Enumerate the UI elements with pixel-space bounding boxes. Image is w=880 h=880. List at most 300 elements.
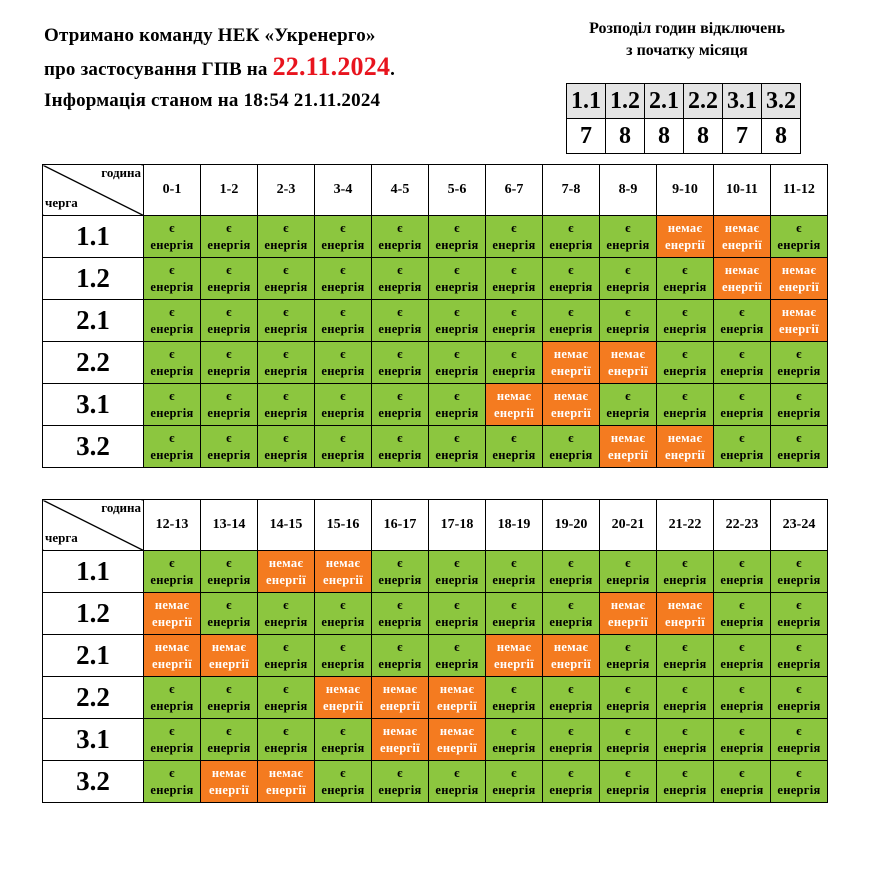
status-line-1: немає <box>496 639 532 654</box>
status-line-2: енергія <box>663 782 707 797</box>
power-on-cell <box>429 258 486 300</box>
status-line-2: енергії <box>266 572 306 587</box>
power-on-cell <box>201 551 258 593</box>
summary-queue-cell: 3.1 <box>723 84 762 119</box>
power-off-cell <box>201 761 258 803</box>
status-line-2: енергії <box>722 279 762 294</box>
power-off-cell <box>600 342 657 384</box>
summary-table <box>566 83 801 154</box>
status-line-2: енергія <box>663 656 707 671</box>
queue-label: 3.1 <box>43 719 144 761</box>
power-on-cell <box>657 300 714 342</box>
power-on-cell <box>771 593 828 635</box>
status-line-2: енергія <box>378 572 422 587</box>
status-line-1: є <box>739 681 745 696</box>
status-line-1: є <box>625 765 631 780</box>
status-line-2: енергії <box>665 614 705 629</box>
status-line-2: енергія <box>663 363 707 378</box>
power-on-cell <box>429 342 486 384</box>
status-line-1: є <box>283 723 289 738</box>
power-on-cell <box>429 761 486 803</box>
status-line-1: є <box>682 346 688 361</box>
status-line-1: є <box>625 304 631 319</box>
status-line-1: є <box>169 681 175 696</box>
power-on-cell <box>315 426 372 468</box>
queue-label: 1.2 <box>43 593 144 635</box>
status-line-2: енергія <box>777 698 821 713</box>
power-on-cell <box>771 342 828 384</box>
status-line-1: є <box>283 346 289 361</box>
status-line-2: енергія <box>435 656 479 671</box>
status-line-1: є <box>796 555 802 570</box>
hour-header-cell: 9-10 <box>657 165 714 216</box>
status-line-2: енергія <box>264 698 308 713</box>
status-line-2: енергія <box>606 405 650 420</box>
status-line-2: енергія <box>207 740 251 755</box>
status-line-1: є <box>397 597 403 612</box>
power-on-cell <box>429 593 486 635</box>
power-off-cell <box>372 719 429 761</box>
status-line-1: є <box>340 388 346 403</box>
status-line-1: є <box>568 430 574 445</box>
power-on-cell <box>372 258 429 300</box>
status-line-1: немає <box>724 262 760 277</box>
status-line-2: енергія <box>777 782 821 797</box>
status-line-2: енергія <box>207 614 251 629</box>
power-on-cell <box>600 216 657 258</box>
status-line-1: є <box>226 262 232 277</box>
power-on-cell <box>144 300 201 342</box>
power-on-cell <box>657 342 714 384</box>
power-on-cell <box>315 300 372 342</box>
status-line-2: енергії <box>494 656 534 671</box>
power-off-cell <box>771 258 828 300</box>
status-line-1: є <box>796 220 802 235</box>
status-line-1: є <box>796 597 802 612</box>
status-line-1: є <box>340 346 346 361</box>
power-on-cell <box>771 384 828 426</box>
status-line-2: енергія <box>321 237 365 252</box>
power-on-cell <box>657 635 714 677</box>
status-line-2: енергія <box>492 363 536 378</box>
status-line-2: енергія <box>378 363 422 378</box>
status-line-2: енергії <box>437 698 477 713</box>
hour-header-cell: 15-16 <box>315 500 372 551</box>
status-line-2: енергія <box>606 237 650 252</box>
power-on-cell <box>714 761 771 803</box>
queue-label: 2.2 <box>43 342 144 384</box>
power-on-cell <box>543 258 600 300</box>
status-line-1: є <box>226 346 232 361</box>
status-line-2: енергія <box>549 279 593 294</box>
status-line-1: є <box>454 765 460 780</box>
status-line-2: енергія <box>663 321 707 336</box>
status-line-2: енергія <box>378 405 422 420</box>
status-line-2: енергія <box>663 740 707 755</box>
status-line-1: є <box>625 220 631 235</box>
status-line-1: є <box>625 555 631 570</box>
summary-queue-cell: 1.1 <box>567 84 606 119</box>
status-line-2: енергії <box>152 656 192 671</box>
power-off-cell <box>657 216 714 258</box>
status-line-2: енергія <box>663 279 707 294</box>
power-on-cell <box>144 426 201 468</box>
summary-hours-cell: 8 <box>606 119 645 154</box>
status-line-2: енергії <box>266 782 306 797</box>
status-line-1: є <box>511 681 517 696</box>
power-on-cell <box>201 593 258 635</box>
status-line-2: енергія <box>150 572 194 587</box>
status-line-1: є <box>454 346 460 361</box>
hour-header-cell: 18-19 <box>486 500 543 551</box>
hour-header-cell: 21-22 <box>657 500 714 551</box>
queue-label: 1.2 <box>43 258 144 300</box>
status-line-2: енергія <box>207 237 251 252</box>
status-line-1: є <box>397 346 403 361</box>
power-on-cell <box>144 677 201 719</box>
status-line-2: енергія <box>720 614 764 629</box>
queue-row <box>43 761 828 803</box>
status-line-2: енергія <box>207 447 251 462</box>
power-on-cell <box>657 384 714 426</box>
status-line-1: є <box>682 555 688 570</box>
status-line-1: є <box>568 262 574 277</box>
status-line-1: є <box>397 262 403 277</box>
status-line-1: є <box>511 555 517 570</box>
power-on-cell <box>714 719 771 761</box>
status-line-1: є <box>340 430 346 445</box>
status-line-1: є <box>454 555 460 570</box>
status-line-2: енергія <box>378 279 422 294</box>
power-on-cell <box>657 677 714 719</box>
status-line-1: є <box>283 304 289 319</box>
power-on-cell <box>258 300 315 342</box>
power-on-cell <box>714 593 771 635</box>
hour-header-cell: 20-21 <box>600 500 657 551</box>
power-on-cell <box>201 216 258 258</box>
corner-label-queue: черга <box>45 195 78 210</box>
status-line-2: енергія <box>150 740 194 755</box>
queue-row <box>43 300 828 342</box>
status-line-2: енергія <box>435 321 479 336</box>
status-line-1: немає <box>325 681 361 696</box>
power-on-cell <box>315 719 372 761</box>
power-off-cell <box>258 551 315 593</box>
hour-header-cell: 11-12 <box>771 165 828 216</box>
power-on-cell <box>144 551 201 593</box>
status-line-2: енергія <box>321 405 365 420</box>
status-line-1: є <box>511 430 517 445</box>
status-line-1: є <box>511 262 517 277</box>
status-line-1: немає <box>325 555 361 570</box>
status-line-1: є <box>796 346 802 361</box>
status-line-1: є <box>568 597 574 612</box>
power-on-cell <box>543 300 600 342</box>
status-line-2: енергія <box>492 698 536 713</box>
status-line-1: є <box>739 388 745 403</box>
queue-label: 2.2 <box>43 677 144 719</box>
status-line-1: є <box>283 639 289 654</box>
status-line-2: енергія <box>378 656 422 671</box>
status-line-1: є <box>226 681 232 696</box>
status-line-1: є <box>625 723 631 738</box>
status-line-1: є <box>739 430 745 445</box>
power-on-cell <box>714 300 771 342</box>
status-line-2: енергія <box>663 572 707 587</box>
status-line-1: є <box>568 555 574 570</box>
hour-header-cell: 19-20 <box>543 500 600 551</box>
status-line-2: енергія <box>321 363 365 378</box>
status-line-2: енергія <box>606 740 650 755</box>
summary-queue-cell: 1.2 <box>606 84 645 119</box>
status-line-1: є <box>454 304 460 319</box>
status-line-2: енергія <box>150 279 194 294</box>
queue-label: 2.1 <box>43 635 144 677</box>
power-off-cell <box>429 719 486 761</box>
power-on-cell <box>714 426 771 468</box>
status-line-1: немає <box>667 430 703 445</box>
power-on-cell <box>543 593 600 635</box>
status-line-2: енергія <box>777 740 821 755</box>
status-line-1: немає <box>439 681 475 696</box>
corner-label-hour: година <box>101 165 141 180</box>
corner-label-hour: година <box>101 500 141 515</box>
power-on-cell <box>771 635 828 677</box>
power-on-cell <box>486 551 543 593</box>
power-off-cell <box>486 635 543 677</box>
status-line-1: є <box>739 555 745 570</box>
hour-header-cell: 7-8 <box>543 165 600 216</box>
status-line-1: є <box>226 555 232 570</box>
status-line-2: енергії <box>437 740 477 755</box>
hour-header-row <box>43 165 828 216</box>
power-off-cell <box>714 216 771 258</box>
power-on-cell <box>600 635 657 677</box>
status-line-1: є <box>169 220 175 235</box>
status-line-1: є <box>796 639 802 654</box>
power-off-cell <box>543 635 600 677</box>
status-line-2: енергії <box>722 237 762 252</box>
power-on-cell <box>258 593 315 635</box>
status-line-1: немає <box>667 597 703 612</box>
status-line-1: немає <box>382 681 418 696</box>
status-line-1: є <box>340 639 346 654</box>
power-off-cell <box>771 300 828 342</box>
status-line-2: енергія <box>549 572 593 587</box>
power-on-cell <box>144 342 201 384</box>
status-line-2: енергія <box>549 782 593 797</box>
status-line-2: енергія <box>435 614 479 629</box>
status-line-1: є <box>397 765 403 780</box>
queue-row <box>43 551 828 593</box>
status-line-2: енергія <box>264 237 308 252</box>
power-on-cell <box>258 635 315 677</box>
power-on-cell <box>372 551 429 593</box>
queue-row <box>43 593 828 635</box>
power-on-cell <box>429 384 486 426</box>
power-on-cell <box>372 300 429 342</box>
status-line-2: енергія <box>321 447 365 462</box>
status-line-2: енергії <box>380 698 420 713</box>
status-line-1: є <box>625 681 631 696</box>
power-on-cell <box>714 384 771 426</box>
status-line-2: енергії <box>665 447 705 462</box>
status-line-1: є <box>625 639 631 654</box>
status-line-1: немає <box>154 597 190 612</box>
status-line-1: є <box>568 681 574 696</box>
header-line-2-suffix: . <box>390 59 396 80</box>
header-line-3: Інформація станом на 18:54 21.11.2024 <box>44 90 381 111</box>
power-off-cell <box>714 258 771 300</box>
header-line-1: Отримано команду НЕК «Укренерго» <box>44 25 376 46</box>
status-line-1: є <box>682 262 688 277</box>
status-line-2: енергія <box>207 405 251 420</box>
power-on-cell <box>600 551 657 593</box>
status-line-1: є <box>682 304 688 319</box>
power-on-cell <box>486 761 543 803</box>
power-on-cell <box>714 551 771 593</box>
status-line-2: енергія <box>264 614 308 629</box>
summary-hours-cell: 7 <box>567 119 606 154</box>
power-on-cell <box>201 258 258 300</box>
status-line-2: енергія <box>435 237 479 252</box>
status-line-1: є <box>169 430 175 445</box>
power-on-cell <box>771 677 828 719</box>
summary-title-line-1: Розподіл годин відключень <box>589 20 785 37</box>
queue-row <box>43 342 828 384</box>
hour-header-cell: 8-9 <box>600 165 657 216</box>
status-line-2: енергії <box>323 698 363 713</box>
status-line-1: є <box>682 765 688 780</box>
status-line-2: енергія <box>777 614 821 629</box>
status-line-1: є <box>283 430 289 445</box>
status-line-2: енергії <box>608 447 648 462</box>
status-line-2: енергія <box>150 363 194 378</box>
status-line-2: енергія <box>720 698 764 713</box>
power-on-cell <box>486 216 543 258</box>
status-line-2: енергія <box>777 572 821 587</box>
hour-header-cell: 10-11 <box>714 165 771 216</box>
status-line-2: енергія <box>378 321 422 336</box>
schedule-table-afternoon <box>42 499 828 803</box>
status-line-2: енергія <box>321 782 365 797</box>
status-line-2: енергія <box>492 447 536 462</box>
power-on-cell <box>714 677 771 719</box>
header-line-2-prefix: про застосування ГПВ на <box>44 59 273 80</box>
power-on-cell <box>201 719 258 761</box>
status-line-1: є <box>511 723 517 738</box>
status-line-1: є <box>796 723 802 738</box>
queue-row <box>43 258 828 300</box>
status-line-2: енергії <box>779 321 819 336</box>
status-line-2: енергія <box>435 572 479 587</box>
queue-label: 3.2 <box>43 761 144 803</box>
power-on-cell <box>144 258 201 300</box>
status-line-1: є <box>169 765 175 780</box>
power-on-cell <box>600 719 657 761</box>
status-line-1: є <box>739 639 745 654</box>
status-line-2: енергія <box>264 405 308 420</box>
summary-hours-cell: 8 <box>684 119 723 154</box>
queue-row <box>43 216 828 258</box>
hour-header-cell: 4-5 <box>372 165 429 216</box>
power-on-cell <box>315 258 372 300</box>
status-line-1: є <box>340 262 346 277</box>
power-off-cell <box>657 593 714 635</box>
status-line-2: енергії <box>779 279 819 294</box>
schedule-date: 22.11.2024 <box>272 52 391 81</box>
power-on-cell <box>486 426 543 468</box>
queue-label: 2.1 <box>43 300 144 342</box>
status-line-1: є <box>226 304 232 319</box>
power-on-cell <box>144 216 201 258</box>
status-line-2: енергія <box>720 447 764 462</box>
status-line-1: є <box>340 220 346 235</box>
power-on-cell <box>543 426 600 468</box>
corner-cell <box>43 500 144 551</box>
status-line-1: є <box>454 388 460 403</box>
status-line-1: немає <box>211 765 247 780</box>
status-line-2: енергія <box>720 740 764 755</box>
status-line-2: енергія <box>264 447 308 462</box>
power-off-cell <box>144 635 201 677</box>
power-on-cell <box>258 719 315 761</box>
status-line-1: є <box>397 555 403 570</box>
header-block <box>44 20 395 116</box>
power-on-cell <box>600 761 657 803</box>
status-line-2: енергія <box>777 656 821 671</box>
hour-header-cell: 2-3 <box>258 165 315 216</box>
status-line-2: енергії <box>209 656 249 671</box>
power-on-cell <box>771 426 828 468</box>
status-line-1: немає <box>610 597 646 612</box>
status-line-1: немає <box>781 304 817 319</box>
power-on-cell <box>657 258 714 300</box>
status-line-2: енергія <box>150 698 194 713</box>
status-line-1: є <box>454 597 460 612</box>
power-on-cell <box>600 300 657 342</box>
status-line-1: є <box>511 346 517 361</box>
power-off-cell <box>315 677 372 719</box>
power-off-cell <box>600 593 657 635</box>
power-on-cell <box>201 342 258 384</box>
status-line-1: є <box>511 765 517 780</box>
status-line-2: енергія <box>549 614 593 629</box>
queue-label: 3.2 <box>43 426 144 468</box>
power-on-cell <box>258 258 315 300</box>
power-on-cell <box>543 551 600 593</box>
queue-row <box>43 426 828 468</box>
status-line-2: енергія <box>492 614 536 629</box>
status-line-2: енергія <box>777 237 821 252</box>
status-line-1: є <box>796 388 802 403</box>
status-line-2: енергії <box>665 237 705 252</box>
status-line-2: енергія <box>606 698 650 713</box>
status-line-1: є <box>226 220 232 235</box>
power-on-cell <box>486 300 543 342</box>
status-line-1: є <box>340 304 346 319</box>
status-line-2: енергія <box>549 740 593 755</box>
status-line-2: енергія <box>435 363 479 378</box>
status-line-1: немає <box>553 346 589 361</box>
power-on-cell <box>201 677 258 719</box>
status-line-1: є <box>340 723 346 738</box>
queue-label: 3.1 <box>43 384 144 426</box>
status-line-2: енергії <box>608 614 648 629</box>
status-line-2: енергія <box>777 405 821 420</box>
power-on-cell <box>657 551 714 593</box>
power-on-cell <box>372 761 429 803</box>
